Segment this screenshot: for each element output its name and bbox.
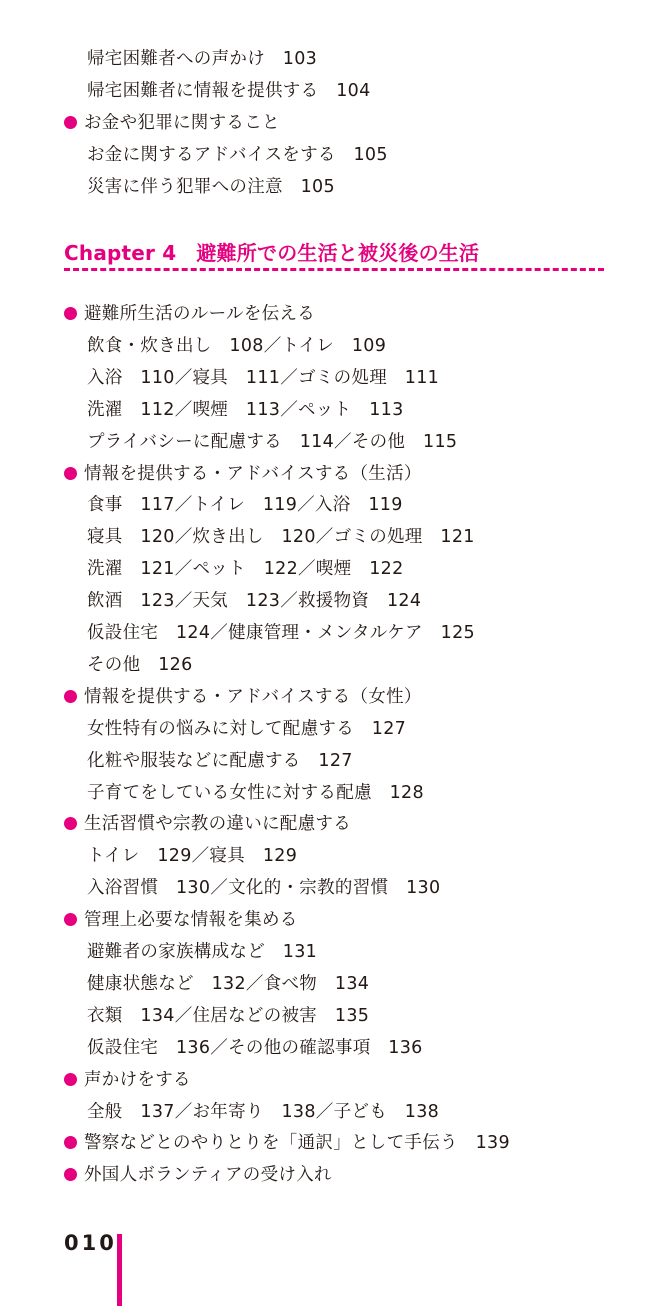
section-bullet-icon bbox=[64, 116, 77, 129]
section-bullet-icon bbox=[64, 817, 77, 830]
toc-section bbox=[64, 1064, 191, 1096]
section-bullet-icon bbox=[64, 913, 77, 926]
toc-line-text: 警察などとのやりとりを「通訳」として手伝う 139 bbox=[84, 1133, 510, 1154]
toc-line-text: 飲食・炊き出し 108／トイレ 109 bbox=[87, 335, 387, 356]
toc-entry bbox=[87, 872, 440, 904]
toc-line-text: 仮設住宅 124／健康管理・メンタルケア 125 bbox=[87, 623, 475, 643]
toc-line-text: 健康状態など 132／食べ物 134 bbox=[87, 973, 370, 994]
toc-line-text: 外国人ボランティアの受け入れ bbox=[84, 1165, 332, 1186]
toc-line-text: 子育てをしている女性に対する配慮 128 bbox=[87, 782, 424, 803]
toc-entry bbox=[87, 936, 317, 968]
toc-entry bbox=[87, 394, 404, 426]
section-bullet-icon bbox=[64, 307, 77, 320]
toc-line-text: 帰宅困難者への声かけ 103 bbox=[87, 49, 318, 69]
toc-line-text: その他 126 bbox=[87, 654, 193, 675]
toc-entry bbox=[87, 139, 388, 171]
toc-line-text: 洗濯 121／ペット 122／喫煙 122 bbox=[87, 559, 404, 580]
section-bullet-icon bbox=[64, 467, 77, 480]
toc-line-text: 情報を提供する・アドバイスする（生活） bbox=[84, 463, 422, 484]
toc-entry bbox=[87, 617, 475, 649]
toc-entry bbox=[87, 840, 297, 872]
toc-line-text: 仮設住宅 136／その他の確認事項 136 bbox=[87, 1037, 423, 1058]
toc-entry bbox=[87, 426, 457, 458]
toc-entry bbox=[87, 553, 404, 585]
toc-line-text: お金や犯罪に関すること bbox=[84, 112, 280, 133]
toc-line-text: トイレ 129／寝具 129 bbox=[87, 846, 298, 867]
section-bullet-icon bbox=[64, 1168, 77, 1181]
toc-line-text: 声かけをする bbox=[84, 1069, 191, 1090]
section-bullet-icon bbox=[64, 1073, 77, 1086]
toc-line-text: お金に関するアドバイスをする 105 bbox=[87, 144, 388, 165]
toc-line-text: 避難所生活のルールを伝える bbox=[84, 304, 316, 324]
toc-entry bbox=[87, 968, 369, 1000]
toc-line-text: 食事 117／トイレ 119／入浴 119 bbox=[87, 495, 403, 516]
toc-line-text: 飲酒 123／天気 123／救援物資 124 bbox=[87, 591, 422, 612]
toc-entry bbox=[87, 489, 403, 521]
toc-section bbox=[64, 298, 315, 330]
chapter-title: 避難所での生活と被災後の生活 bbox=[196, 241, 480, 265]
toc-entry bbox=[87, 1032, 423, 1064]
toc-line-text: プライバシーに配慮する 114／その他 115 bbox=[87, 431, 458, 452]
toc-entry bbox=[87, 1096, 439, 1128]
toc-line-text: 全般 137／お年寄り 138／子ども 138 bbox=[87, 1101, 440, 1122]
toc-section bbox=[64, 107, 280, 139]
toc-section bbox=[64, 904, 298, 936]
toc-entry bbox=[87, 521, 475, 553]
toc-line-text: 洗濯 112／喫煙 113／ペット 113 bbox=[87, 399, 404, 420]
toc-entry bbox=[87, 585, 421, 617]
chapter-label: Chapter 4 bbox=[64, 241, 177, 265]
toc-line-text: 衣類 134／住居などの被害 135 bbox=[87, 1005, 370, 1026]
chapter-dashed-rule bbox=[64, 268, 604, 271]
toc-entry bbox=[87, 649, 193, 681]
toc-section bbox=[64, 1159, 332, 1191]
toc-line-text: 災害に伴う犯罪への注意 105 bbox=[87, 176, 335, 197]
toc-section bbox=[64, 808, 351, 840]
toc-entry bbox=[87, 1000, 369, 1032]
toc-line-text: 女性特有の悩みに対して配慮する 127 bbox=[87, 718, 407, 739]
toc-line-text: 帰宅困難者に情報を提供する 104 bbox=[87, 80, 371, 101]
toc-line-text: 避難者の家族構成など 131 bbox=[87, 942, 318, 962]
toc-line-text: 管理上必要な情報を集める bbox=[84, 910, 298, 931]
toc-entry bbox=[87, 75, 371, 107]
toc-entry bbox=[87, 362, 439, 394]
toc-line-text: 情報を提供する・アドバイスする（女性） bbox=[84, 686, 422, 707]
toc-line-text: 生活習慣や宗教の違いに配慮する bbox=[84, 814, 351, 835]
toc-section bbox=[64, 458, 422, 490]
toc-entry bbox=[87, 43, 317, 75]
chapter-heading bbox=[64, 236, 479, 270]
toc-line-text: 入浴 110／寝具 111／ゴミの処理 111 bbox=[87, 367, 440, 388]
page-number: 010 bbox=[64, 1231, 117, 1255]
toc-entry bbox=[87, 330, 386, 362]
toc-line-text: 寝具 120／炊き出し 120／ゴミの処理 121 bbox=[87, 527, 475, 548]
toc-entry bbox=[87, 777, 424, 809]
section-bullet-icon bbox=[64, 690, 77, 703]
toc-entry bbox=[87, 745, 353, 777]
toc-line-text: 入浴習慣 130／文化的・宗教的習慣 130 bbox=[87, 878, 441, 899]
toc-entry bbox=[87, 171, 335, 203]
toc-entry bbox=[87, 713, 406, 745]
section-bullet-icon bbox=[64, 1136, 77, 1149]
toc-section bbox=[64, 1127, 510, 1159]
toc-line-text: 化粧や服装などに配慮する 127 bbox=[87, 750, 353, 771]
toc-section bbox=[64, 681, 422, 713]
page-accent-bar bbox=[117, 1234, 122, 1306]
